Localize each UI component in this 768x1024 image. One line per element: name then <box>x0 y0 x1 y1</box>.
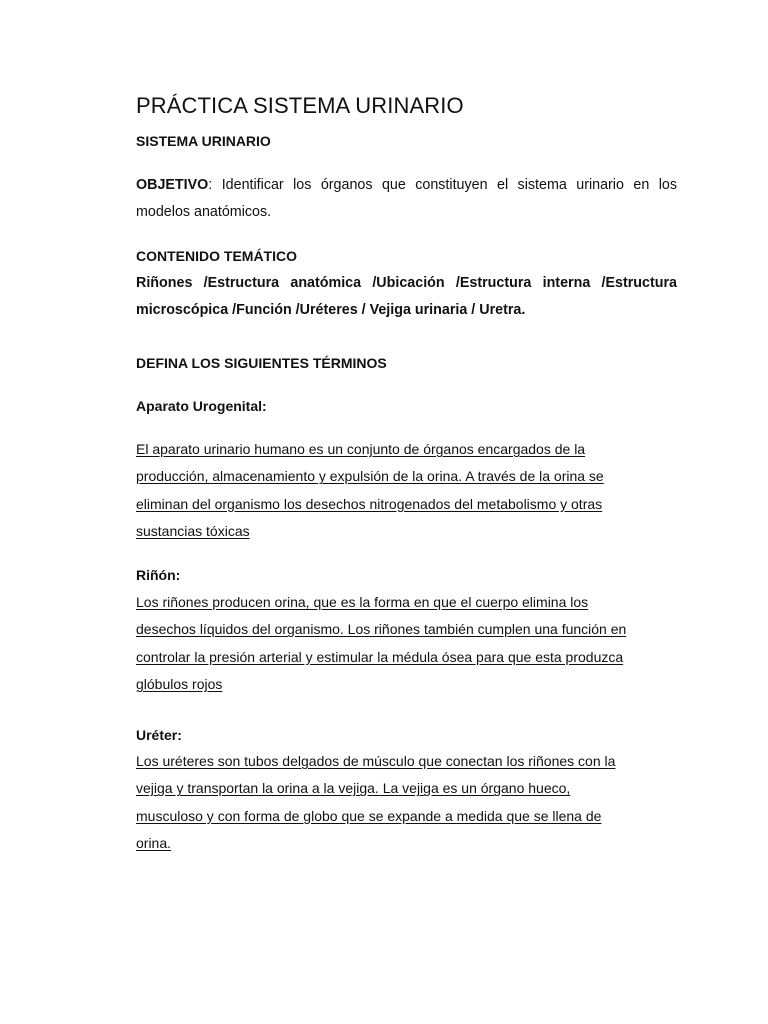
answer-line: vejiga y transportan la orina a la vejiga. La vejiga es un órgano hueco, <box>136 780 571 797</box>
answer-line: orina. <box>136 834 172 851</box>
term-answer-rinon <box>136 589 677 698</box>
term-label-rinon: Riñón: <box>136 567 181 583</box>
answer-line: glóbulos rojos <box>136 675 223 692</box>
term-answer-aparato-urogenital <box>136 436 677 545</box>
term-label-ureter: Uréter: <box>136 727 182 743</box>
objective-paragraph <box>136 172 677 226</box>
define-terms-heading: DEFINA LOS SIGUIENTES TÉRMINOS <box>136 355 387 371</box>
answer-line: Los uréteres son tubos delgados de músculo que conectan los riñones con la <box>136 753 616 769</box>
contents-text: Riñones /Estructura anatómica /Ubicación /Estructura interna /Estructura microscópica /Función /Uréteres / Vejiga urinaria / Uretra. <box>136 275 677 318</box>
objective-label: OBJETIVO <box>136 177 209 193</box>
term-answer-ureter <box>136 748 677 857</box>
answer-line: eliminan del organismo los desechos nitrogenados del metabolismo y otras <box>136 495 603 512</box>
answer-line: El aparato urinario humano es un conjunto de órganos encargados de la <box>136 441 586 457</box>
answer-line: controlar la presión arterial y estimular la médula ósea para que esta produzca <box>136 648 624 665</box>
answer-line: producción, almacenamiento y expulsión de la orina. A través de la orina se <box>136 468 604 485</box>
answer-line: sustancias tóxicas <box>136 522 250 539</box>
contents-heading: CONTENIDO TEMÁTICO <box>136 248 297 264</box>
answer-line: Los riñones producen orina, que es la forma en que el cuerpo elimina los <box>136 594 589 610</box>
document-title: PRÁCTICA SISTEMA URINARIO <box>136 93 464 118</box>
objective-text: : Identificar los órganos que constituyen el sistema urinario en los modelos anatómicos. <box>136 177 677 220</box>
answer-line: musculoso y con forma de globo que se expande a medida que se llena de <box>136 807 602 824</box>
term-label-aparato-urogenital: Aparato Urogenital: <box>136 398 267 414</box>
answer-line: desechos líquidos del organismo. Los riñones también cumplen una función en <box>136 621 627 638</box>
document-subtitle: SISTEMA URINARIO <box>136 133 271 149</box>
